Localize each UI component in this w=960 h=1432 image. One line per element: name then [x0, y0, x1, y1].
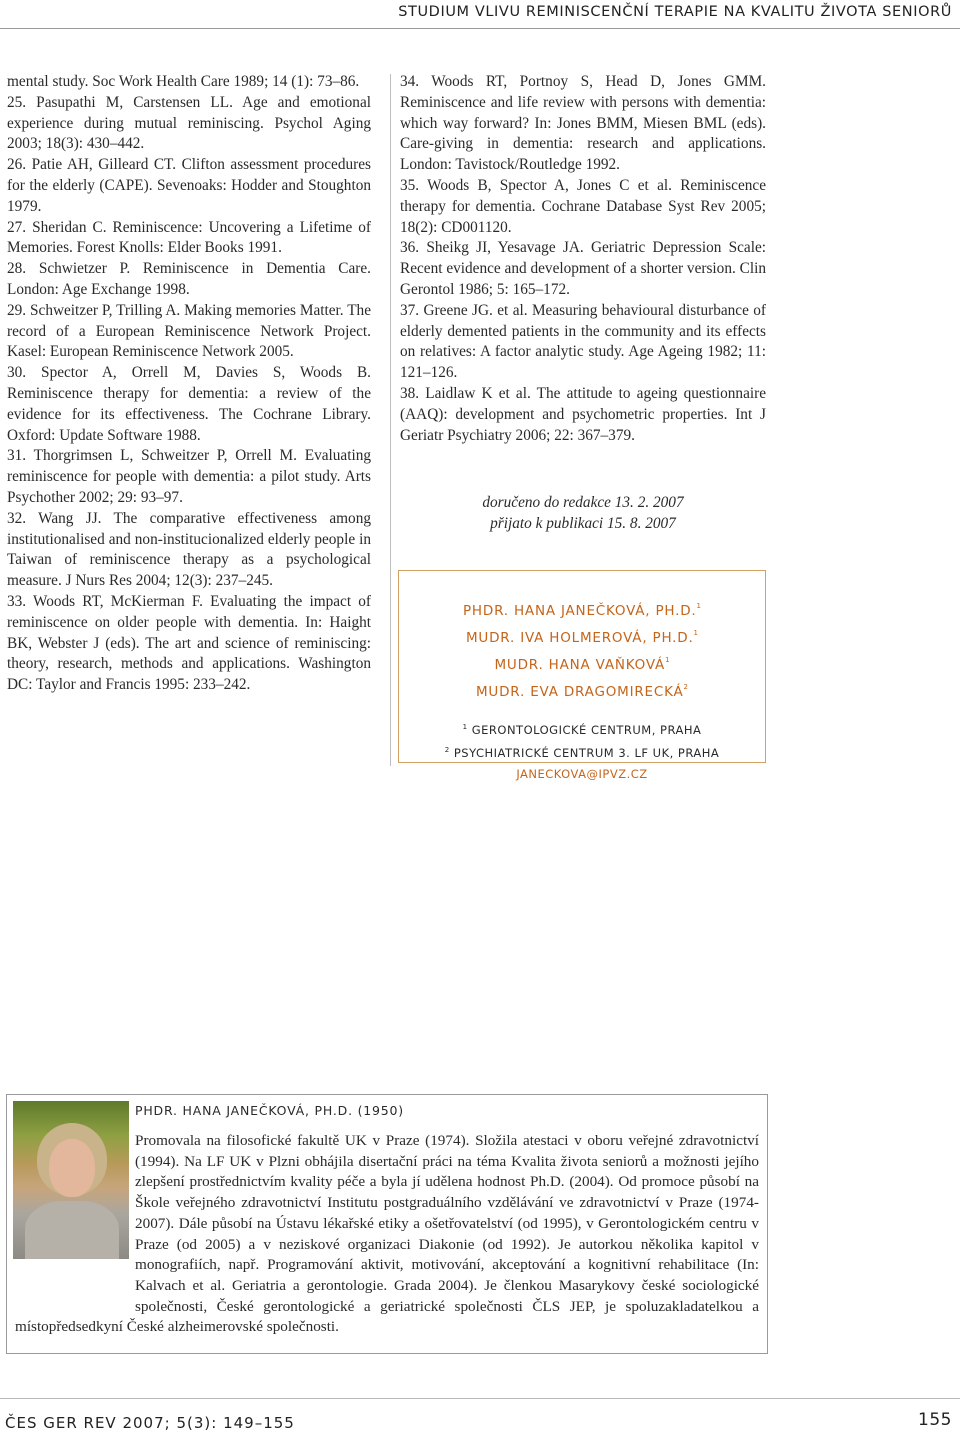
received-dates	[400, 492, 766, 534]
reference-item: 27. Sheridan C. Reminiscence: Uncovering a Lifetime of Memories. Forest Knolls: Elder Books 1991.	[7, 218, 371, 257]
author-list	[399, 595, 765, 703]
footer-rule	[0, 1398, 960, 1399]
footer-journal: ČES GER REV 2007; 5(3): 149–155	[5, 1414, 295, 1432]
reference-item: 29. Schweitzer P, Trilling A. Making memories Matter. The record of a European Reminiscence Network Project. Kasel: European Reminiscence Network 2005.	[7, 301, 371, 361]
reference-item: 37. Greene JG. et al. Measuring behavioural disturbance of elderly demented patients in the community and its effects on relatives: A factor analytic study. Age Ageing 1982; 11: 121–126.	[400, 301, 766, 382]
accepted-date: přijato k publikaci 15. 8. 2007	[490, 515, 676, 532]
reference-item: 28. Schwietzer P. Reminiscence in Dementia Care. London: Age Exchange 1998.	[7, 260, 371, 298]
references-right-column	[400, 72, 766, 446]
reference-item: 31. Thorgrimsen L, Schweitzer P, Orrell M. Evaluating reminiscence for people with dementia: a pilot study. Arts Psychother 2002; 29: 93–97.	[7, 447, 371, 506]
reference-item: 26. Patie AH, Gilleard CT. Clifton assessment procedures for the elderly (CAPE). Sevenoaks: Hodder and Stoughton 1979.	[7, 156, 371, 215]
bio-title: PHDR. HANA JANEČKOVÁ, PH.D. (1950)	[135, 1103, 404, 1118]
bio-text: Promovala na filosofické fakultě UK v Praze (1974). Složila atestaci v oboru veřejné zdravotnictví (1994). Na LF UK v Plzni obhájila disertační práci na téma Kvalita života seniorů a možnosti jejího zlepšení prostřednictvím kvality péče a byla jí udělena hodnost Ph.D. (2004). Od promoce působí na Škole veřejného zdravotnictví Institutu postgraduálního vzdělávání ve zdravotnictví v Praze (1974-2007). Dále působí na Ústavu lékařské etiky a ošetřovatelství (od 1995), v Gerontologickém centru v Praze (od 2005) a v neziskové organizaci Diakonie (od 1992). Je autorkou několika kapitol v monografiích, např. Programování aktivit, motivování, akceptování a kognitivní rehabilitace (In: Kalvach et al. Geriatria a gerontologie. Grada 2004). Je členkou Masarykovy české sociologické společnosti, České gerontologické a geriatrické společnosti ČLS JEP, je spoluzakladatelkou a místopředsedkyní České alzheimerovské společnosti.	[15, 1132, 759, 1336]
delivered-date: doručeno do redakce 13. 2. 2007	[482, 494, 684, 511]
column-divider	[390, 74, 391, 766]
author-name: MUDR. HANA VAŇKOVÁ$^1$	[494, 656, 670, 673]
reference-item: 38. Laidlaw K et al. The attitude to ageing questionnaire (AAQ): development and psychometric properties. Int J Geriatr Psychiatry 2006; 22: 367–379.	[400, 384, 766, 444]
author-box	[398, 570, 766, 781]
affiliation: $^1$ GERONTOLOGICKÉ CENTRUM, PRAHA	[462, 723, 702, 737]
reference-item: 25. Pasupathi M, Carstensen LL. Age and emotional experience during mutual reminiscing. Psychol Aging 2003; 18(3): 430–442.	[7, 93, 371, 153]
references-left-column	[7, 72, 371, 696]
header-rule	[0, 28, 960, 29]
author-name: MUDR. IVA HOLMEROVÁ, PH.D.$^1$	[465, 629, 699, 646]
reference-item: 34. Woods RT, Portnoy S, Head D, Jones GMM. Reminiscence and life review with persons with dementia: which way forward? In: Jones BMM, Miesen BML (eds). Care-giving in dementia: research and applications. London: Tavistock/Routledge 1992.	[400, 73, 766, 174]
affiliation-list	[399, 717, 765, 785]
page-number: 155	[918, 1410, 952, 1430]
bio-text-block	[15, 1131, 759, 1338]
author-email-link[interactable]: JANECKOVA@IPVZ.CZ	[516, 767, 648, 781]
reference-item: mental study. Soc Work Health Care 1989; 14 (1): 73–86.	[7, 73, 360, 90]
running-header: STUDIUM VLIVU REMINISCENČNÍ TERAPIE NA KVALITU ŽIVOTA SENIORŮ	[398, 4, 952, 20]
reference-item: 36. Sheikg JI, Yesavage JA. Geriatric Depression Scale: Recent evidence and development of a shorter version. Clin Gerontol 1986; 5: 165–172.	[400, 239, 766, 298]
author-bio-box	[6, 1094, 768, 1354]
author-name: PHDR. HANA JANEČKOVÁ, PH.D.$^1$	[462, 602, 701, 619]
reference-item: 32. Wang JJ. The comparative effectiveness among institutionalised and non-institucionalized elderly people in Taiwan of reminiscence therapy as a psychological measure. J Nurs Res 2004; 12(3): 237–245.	[7, 509, 371, 590]
affiliation: $^2$ PSYCHIATRICKÉ CENTRUM 3. LF UK, PRAHA	[444, 746, 720, 760]
reference-item: 35. Woods B, Spector A, Jones C et al. Reminiscence therapy for dementia. Cochrane Database Syst Rev 2005; 18(2): CD001120.	[400, 176, 766, 236]
author-name: MUDR. EVA DRAGOMIRECKÁ$^2$	[475, 683, 689, 700]
reference-item: 30. Spector A, Orrell M, Davies S, Woods B. Reminiscence therapy for dementia: a review of the evidence for its effectiveness. The Cochrane Library. Oxford: Update Software 1988.	[7, 364, 371, 444]
reference-item: 33. Woods RT, McKierman F. Evaluating the impact of reminiscence on older people with dementia. In: Haight BK, Webster J (eds). The art and science of reminiscing: theory, research, methods and applications. Washington DC: Taylor and Francis 1995: 233–242.	[7, 592, 371, 694]
